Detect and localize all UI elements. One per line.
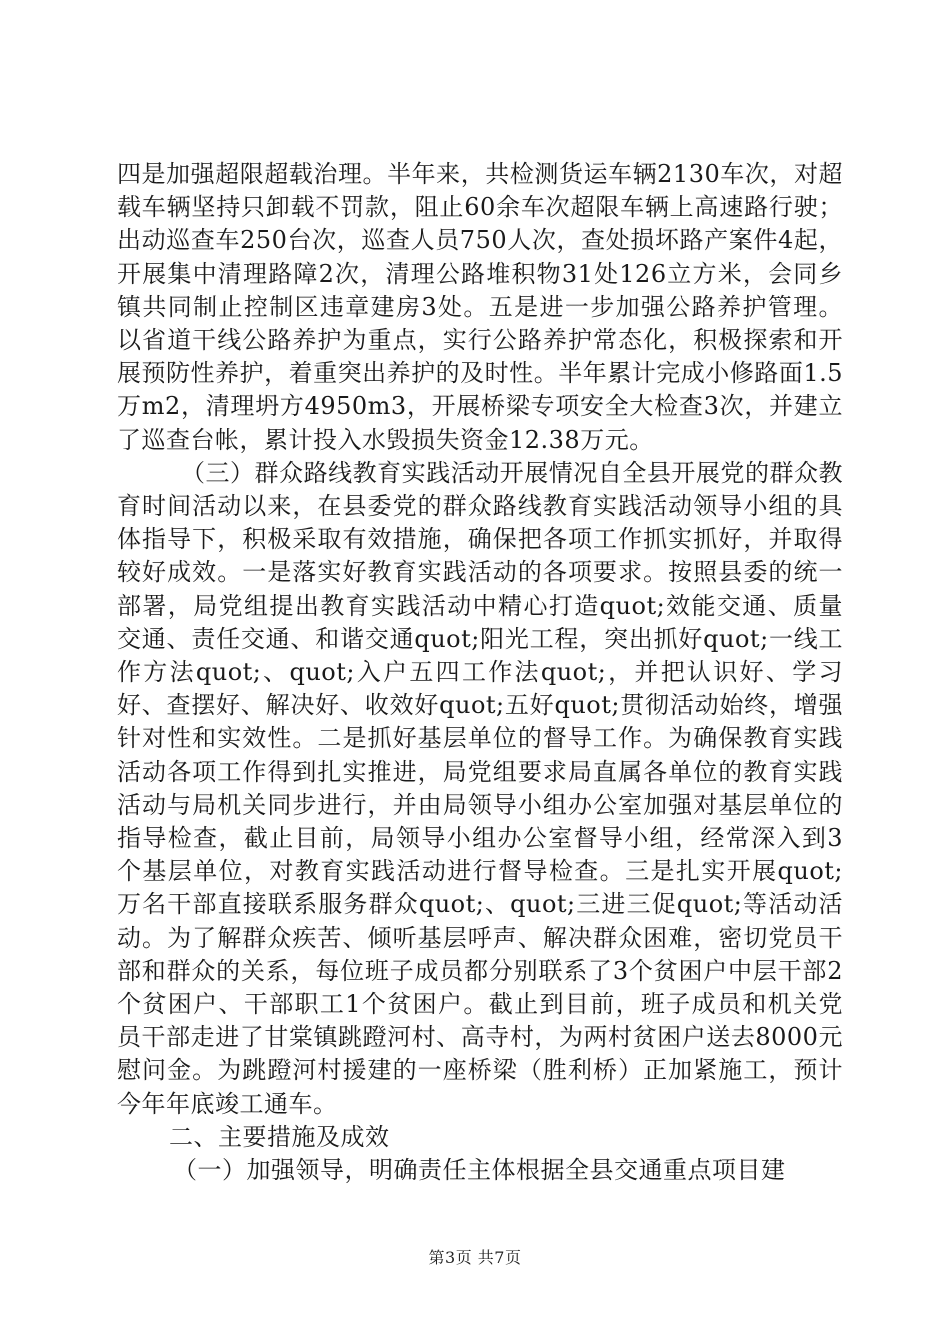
paragraph-strengthen-leadership: （一）加强领导，明确责任主体根据全县交通重点项目建: [173, 1156, 786, 1185]
paragraph-mass-line-activity: （三）群众路线教育实践活动开展情况自全县开展党的群众教育时间活动以来，在县委党的群众路线教育实践活动领导小组的具体指导下，积极采取有效措施，确保把各项工作抓实抓好，并取得较好成效。一是落实好教育实践活动的各项要求。按照县委的统一部署，局党组提出教育实践活动中精心打造quot;效能交通、质量交通、责任交通、和谐交通quot;阳光工程，突出抓好quot;一线工作方法quot;、quot;入户五四工作法quot;，并把认识好、学习好、查摆好、解决好、收效好quot;五好quot;贯彻活动始终，增强针对性和实效性。二是抓好基层单位的督导工作。为确保教育实践活动各项工作得到扎实推进，局党组要求局直属各单位的教育实践活动与局机关同步进行，并由局领导小组办公室加强对基层单位的指导检查，截止目前，局领导小组办公室督导小组，经常深入到3个基层单位，对教育实践活动进行督导检查。三是扎实开展quot;万名干部直接联系服务群众quot;、quot;三进三促quot;等活动活动。为了解群众疾苦、倾听基层呼声、解决群众困难，密切党员干部和群众的关系，每位班子成员都分别联系了3个贫困户中层干部2个贫困户、干部职工1个贫困户。截止到目前，班子成员和机关党员干部走进了甘棠镇跳蹬河村、高寺村，为两村贫困户送去8000元慰问金。为跳蹬河村援建的一座桥梁（胜利桥）正加紧施工，预计今年年底竣工通车。: [117, 458, 843, 1118]
section-heading-main-measures: 二、主要措施及成效: [169, 1122, 390, 1151]
page-footer: 第3页 共7页: [428, 1248, 522, 1267]
document-body: [117, 158, 843, 1187]
paragraph-overload-and-maintenance: 四是加强超限超载治理。半年来，共检测货运车辆2130车次，对超载车辆坚持只卸载不罚款，阻止60余车次超限车辆上高速路行驶；出动巡查车250台次，巡查人员750人次，查处损坏路产案件4起，开展集中清理路障2次，清理公路堆积物31处126立方米，会同乡镇共同制止控制区违章建房3处。五是进一步加强公路养护管理。以省道干线公路养护为重点，实行公路养护常态化，积极探索和开展预防性养护，着重突出养护的及时性。半年累计完成小修路面1.5万m2，清理坍方4950m3，开展桥梁专项安全大检查3次，并建立了巡查台帐，累计投入水毁损失资金12.38万元。: [117, 160, 843, 454]
